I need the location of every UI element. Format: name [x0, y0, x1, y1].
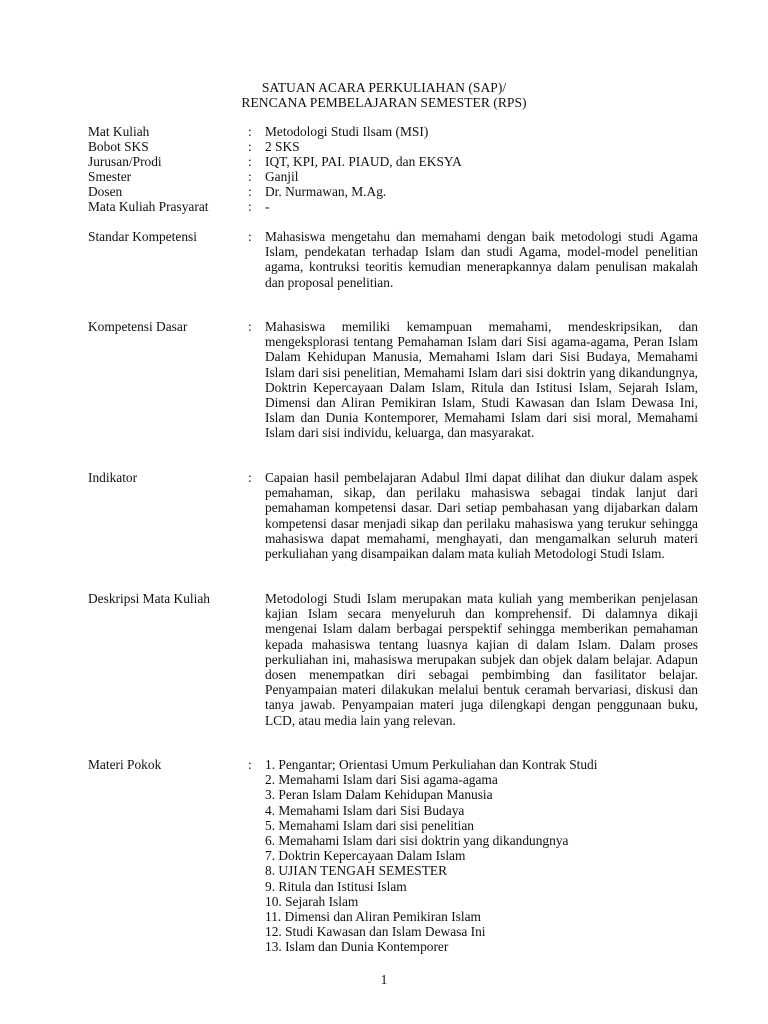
info-label: Mat Kuliah — [88, 124, 150, 139]
info-label: Jurusan/Prodi — [88, 154, 162, 169]
deskripsi-paragraph: Metodologi Studi Islam merupakan mata kuliah yang memberikan penjelasan kajian Islam secara menyeluruh dan komprehensif. Di dalamnya dikaji mengenai Islam dalam berbagai perspektif sehingga memberikan pemahaman kepada mahasiswa tentang luasnya kajian di dalam Islam. Dalam proses perkuliahan ini, mahasiswa merupakan subjek dan objek dalam belajar. Adapun dosen menempatkan diri sebagai pembimbing dan fasilitator belajar. Penyampaian materi dilakukan melalui bentuk ceramah bervariasi, diskusi dan tanya jawab. Penyampaian materi juga dilengkapi dengan penggunaan buku, LCD, atau media lain yang relevan. — [265, 591, 698, 728]
info-label: Smester — [88, 169, 132, 184]
colon: : — [248, 184, 252, 199]
list-item: 8. UJIAN TENGAH SEMESTER — [265, 863, 448, 879]
list-item: 4. Memahami Islam dari Sisi Budaya — [265, 802, 465, 818]
info-value: IQT, KPI, PAI. PIAUD, dan EKSYA — [265, 154, 462, 169]
colon: : — [248, 229, 252, 244]
materi-list — [265, 757, 698, 955]
section-label: Deskripsi Mata Kuliah — [88, 591, 210, 606]
info-value: Dr. Nurmawan, M.Ag. — [265, 184, 387, 199]
section-text — [265, 591, 698, 728]
colon: : — [248, 470, 252, 485]
colon: : — [248, 139, 252, 154]
list-item: 9. Ritula dan Istitusi Islam — [265, 878, 407, 894]
list-item: 5. Memahami Islam dari sisi penelitian — [265, 817, 474, 833]
list-item: 10. Sejarah Islam — [265, 893, 359, 909]
info-value: - — [265, 199, 270, 214]
colon: : — [248, 154, 252, 169]
colon: : — [248, 169, 252, 184]
list-item: 7. Doktrin Kepercayaan Dalam Islam — [265, 848, 466, 864]
section-label: Kompetensi Dasar — [88, 319, 188, 334]
list-item: 1. Pengantar; Orientasi Umum Perkuliahan dan Kontrak Studi — [265, 757, 598, 772]
section-label: Materi Pokok — [88, 757, 162, 772]
title-line-1: SATUAN ACARA PERKULIAHAN (SAP)/ — [261, 80, 507, 95]
info-value: Metodologi Studi Ilsam (MSI) — [265, 124, 429, 139]
section-text — [265, 319, 698, 441]
page-number: 1 — [380, 972, 388, 987]
info-label: Dosen — [88, 184, 123, 199]
list-item: 3. Peran Islam Dalam Kehidupan Manusia — [265, 787, 493, 803]
section-text — [265, 470, 698, 561]
title-line-2: RENCANA PEMBELAJARAN SEMESTER (RPS) — [241, 95, 527, 110]
colon: : — [248, 319, 252, 334]
list-item: 11. Dimensi dan Aliran Pemikiran Islam — [265, 909, 481, 925]
list-item: 6. Memahami Islam dari sisi doktrin yang dikandungnya — [265, 833, 569, 849]
list-item: 12. Studi Kawasan dan Islam Dewasa Ini — [265, 924, 486, 940]
info-label: Mata Kuliah Prasyarat — [88, 199, 209, 214]
section-text — [265, 229, 698, 290]
list-item: 13. Islam dan Dunia Kontemporer — [265, 939, 449, 955]
standar-paragraph: Mahasiswa mengetahu dan memahami dengan baik metodologi studi Agama Islam, pendekatan terhadap Islam dan studi Agama, model-model penelitian agama, kontruksi teoritis kemudian menerapkannya dalam penulisan makalah dan proposal penelitian. — [265, 229, 698, 290]
materi-list-container — [265, 757, 698, 955]
info-value: 2 SKS — [265, 139, 300, 154]
section-label: Standar Kompetensi — [88, 229, 197, 244]
colon: : — [248, 124, 252, 139]
indikator-paragraph: Capaian hasil pembelajaran Adabul Ilmi dapat dilihat dan diukur dalam aspek pemahaman, sikap, dan perilaku mahasiswa sebagai tindak lanjut dari pemahaman kompetensi dasar. Dari setiap pembahasan yang dijabarkan dalam kompetensi dasar menjadi sikap dan perilaku mahasiswa yang terukur sehingga mahasiswa dapat memahami, menghayati, dan mengamalkan seluruh materi perkuliahan yang disampaikan dalam mata kuliah Metodologi Studi Islam. — [265, 470, 698, 562]
colon: : — [248, 199, 252, 214]
list-item: 2. Memahami Islam dari Sisi agama-agama — [265, 772, 498, 788]
info-label: Bobot SKS — [88, 139, 149, 154]
colon: : — [248, 757, 252, 772]
section-label: Indikator — [88, 470, 138, 485]
kompetensi-paragraph: Mahasiswa memiliki kemampuan memahami, mendeskripsikan, dan mengeksplorasi tentang Pemahaman Islam dari Sisi agama-agama, Peran Islam Dalam Kehidupan Manusia, Memahami Islam dari Sisi Budaya, Memahami Islam dari sisi penelitian, Memahami Islam dari sisi doktrin yang dikandungnya, Doktrin Kepercayaan Dalam Islam, Ritula dan Istitusi Islam, Sejarah Islam, Dimensi dan Aliran Pemikiran Islam, Studi Kawasan dan Islam Dewasa Ini, Islam dan Dunia Kontemporer, Memahami Islam dari sisi moral, Memahami Islam dari sisi individu, keluarga, dan masyarakat. — [265, 319, 698, 441]
info-value: Ganjil — [265, 169, 299, 184]
